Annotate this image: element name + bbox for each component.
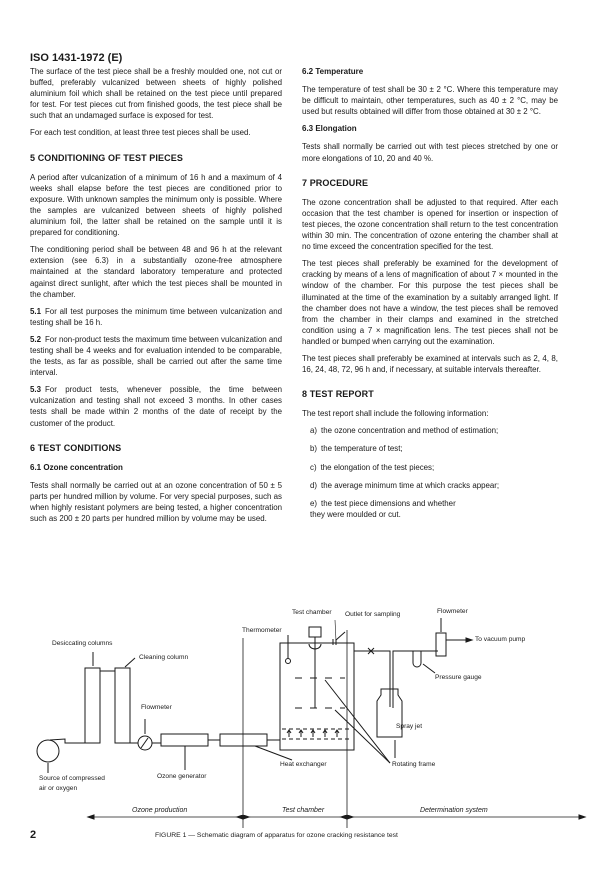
label-flowmeter-left: Flowmeter <box>141 704 172 711</box>
label-to-vacuum-pump: To vacuum pump <box>475 636 526 643</box>
label-spray-jet: Spray jet <box>396 723 423 730</box>
label-cleaning-column: Cleaning column <box>139 654 189 661</box>
report-item-e <box>310 498 470 520</box>
item-label: d) <box>310 480 318 490</box>
ozone-generator-icon <box>161 734 208 746</box>
section-5-heading: 5 CONDITIONING OF TEST PIECES <box>30 152 183 163</box>
section-5-paragraph-2: The conditioning period shall be between 48 and 96 h at the relevant extension (see 6.3) in a substantially ozone-free atmosphere maintained at the standard laboratory temperature and protected against direct sunlight, after which the test pieces shall be mounted in the chamber. <box>30 245 282 299</box>
section-7-paragraph-1: The ozone concentration shall be adjusted to that required. After each occasion that the test chamber is opened for insertion or inspection of test pieces, the ozone concentration shall return to the test concentration within 30 min. The concentration of ozone entering the chamber shall at no time exceed the concentration specified for the test. <box>302 197 558 252</box>
section-7-paragraph-2: The test pieces shall preferably be examined for the development of cracking by means of a lens of magnification of about 7 × mounted in the window of the chamber. For this purpose the test pieces shall be illuminated at the time of the examination by a suitably arranged light. If the chamber does not have a window, the test pieces shall be removed from the chamber in their clamps and examined in the stretched condition using a 7 × magnification lens. The test pieces shall not be handled or bumped when carrying out the examination. <box>302 259 558 346</box>
label-desiccating-columns: Desiccating columns <box>52 640 113 647</box>
report-item-d <box>310 480 558 491</box>
apparatus-diagram <box>0 600 600 830</box>
label-thermometer: Thermometer <box>242 627 282 634</box>
label-heat-exchanger: Heat exchanger <box>280 761 327 768</box>
clause-number: 5.1 <box>30 306 41 316</box>
section-6-1-paragraph: Tests shall normally be carried out at an ozone concentration of 50 ± 5 parts per hundred million by volume. For very special purposes, such as when highly resistant polymers are being tested, a higher concentration such as 200 ± 20 parts per hundred million by volume may be used. <box>30 480 282 524</box>
item-text: the elongation of the test pieces; <box>320 462 435 472</box>
zone-test-chamber: Test chamber <box>282 807 325 814</box>
clause-number: 5.2 <box>30 334 41 344</box>
pressure-gauge-icon <box>413 651 421 667</box>
section-6-2-paragraph: The temperature of test shall be 30 ± 2 °C. Where this temperature may be difficult to maintain, other temperatures, such as 40 ± 2 °C, may be used but results obtained will differ from those obtained at 30 ± 2 °C. <box>302 85 558 117</box>
item-text: the test piece dimensions and whether they were moulded or cut. <box>310 498 456 519</box>
zone-ozone-production: Ozone production <box>132 807 188 814</box>
figure-caption: FIGURE 1 — Schematic diagram of apparatus for ozone cracking resistance test <box>155 832 398 839</box>
flowmeter-icon <box>436 633 446 656</box>
section-5-paragraph-1: A period after vulcanization of a minimum of 16 h and a maximum of 4 weeks shall elapse before the test pieces are conditioned prior to exposure. With unknown samples the minimum only is possible. Where the samples are vulcanized between sheets of highly polished aluminium foil, the latter shall be retained on the sample until it is prepared for conditioning. <box>30 172 282 238</box>
motor-icon <box>309 627 321 637</box>
clause-text: For all test purposes the minimum time between vulcanization and testing shall be 16 h. <box>30 306 282 327</box>
section-6-3-paragraph: Tests shall normally be carried out with test pieces stretched by one or more elongations of 10, 20 and 40 %. <box>302 142 558 163</box>
item-label: c) <box>310 462 317 472</box>
thermometer-bulb-icon <box>286 659 291 664</box>
clause-5-3 <box>30 384 282 428</box>
figure-1-schematic <box>0 600 600 830</box>
arrow-right-icon <box>466 638 472 642</box>
label-ozone-generator: Ozone generator <box>157 773 207 780</box>
section-7-heading: 7 PROCEDURE <box>302 177 369 188</box>
left-column <box>30 66 282 530</box>
label-pressure-gauge: Pressure gauge <box>435 674 482 681</box>
cleaning-column-icon <box>115 668 130 743</box>
section-6-heading: 6 TEST CONDITIONS <box>30 442 122 453</box>
section-6-3-heading: 6.3 Elongation <box>302 124 357 134</box>
intro-paragraph-2: For each test condition, at least three test pieces shall be used. <box>30 128 251 138</box>
item-label: a) <box>310 426 318 436</box>
clause-5-1 <box>30 306 282 328</box>
intro-paragraph-1: The surface of the test piece shall be a freshly moulded one, not cut or buffed, preferably vulcanized between sheets of highly polished aluminium foil which shall be retained on the test piece until prepared for test. For test pieces cut from finished goods, the test piece shall be such that an undamaged surface is exposed for test. <box>30 67 282 121</box>
item-text: the temperature of test; <box>321 444 403 454</box>
label-test-chamber: Test chamber <box>292 609 332 616</box>
section-6-1-heading: 6.1 Ozone concentration <box>30 462 123 472</box>
section-8-heading: 8 TEST REPORT <box>302 389 374 400</box>
heat-exchanger-icon <box>220 734 267 746</box>
report-item-b <box>310 443 558 454</box>
label-source-line-1: Source of compressed <box>39 775 105 782</box>
item-label: e) <box>310 498 318 508</box>
section-8-intro: The test report shall include the following information: <box>302 409 489 419</box>
desiccating-column-icon <box>85 668 100 743</box>
label-source-line-2: air or oxygen <box>39 785 78 792</box>
section-6-2-heading: 6.2 Temperature <box>302 67 364 76</box>
gas-flow-arrows <box>287 730 339 737</box>
clause-text: For non-product tests the maximum time between vulcanization and testing shall be 4 weeks and for evaluation intended to be comparable, the tests, as far as possible, shall be carried out after the same time interval. <box>30 334 282 378</box>
report-item-a <box>310 425 558 436</box>
report-item-c <box>310 462 558 473</box>
clause-5-2 <box>30 334 282 378</box>
right-column <box>302 66 558 527</box>
clause-number: 5.3 <box>30 385 41 395</box>
zone-determination-system: Determination system <box>420 807 488 814</box>
label-flowmeter-right: Flowmeter <box>437 608 468 615</box>
label-outlet-for-sampling: Outlet for sampling <box>345 611 401 618</box>
label-rotating-frame: Rotating frame <box>392 761 436 768</box>
compressor-icon <box>37 740 59 762</box>
item-text: the ozone concentration and method of estimation; <box>321 426 499 436</box>
test-chamber-icon <box>280 643 354 750</box>
item-text: the average minimum time at which cracks appear; <box>321 480 500 490</box>
item-label: b) <box>310 444 318 454</box>
clause-text: For product tests, whenever possible, the time between vulcanization and testing shall not exceed 3 months. In other cases tests shall be made within 2 months of the date of receipt by the customer of the product. <box>30 385 282 428</box>
document-id: ISO 1431-1972 (E) <box>30 52 123 64</box>
section-7-paragraph-3: The test pieces shall preferably be examined at intervals such as 2, 4, 8, 16, 24, 48, 72, 96 h and, if necessary, at suitable intervals thereafter. <box>302 353 558 375</box>
page-number: 2 <box>30 829 37 841</box>
